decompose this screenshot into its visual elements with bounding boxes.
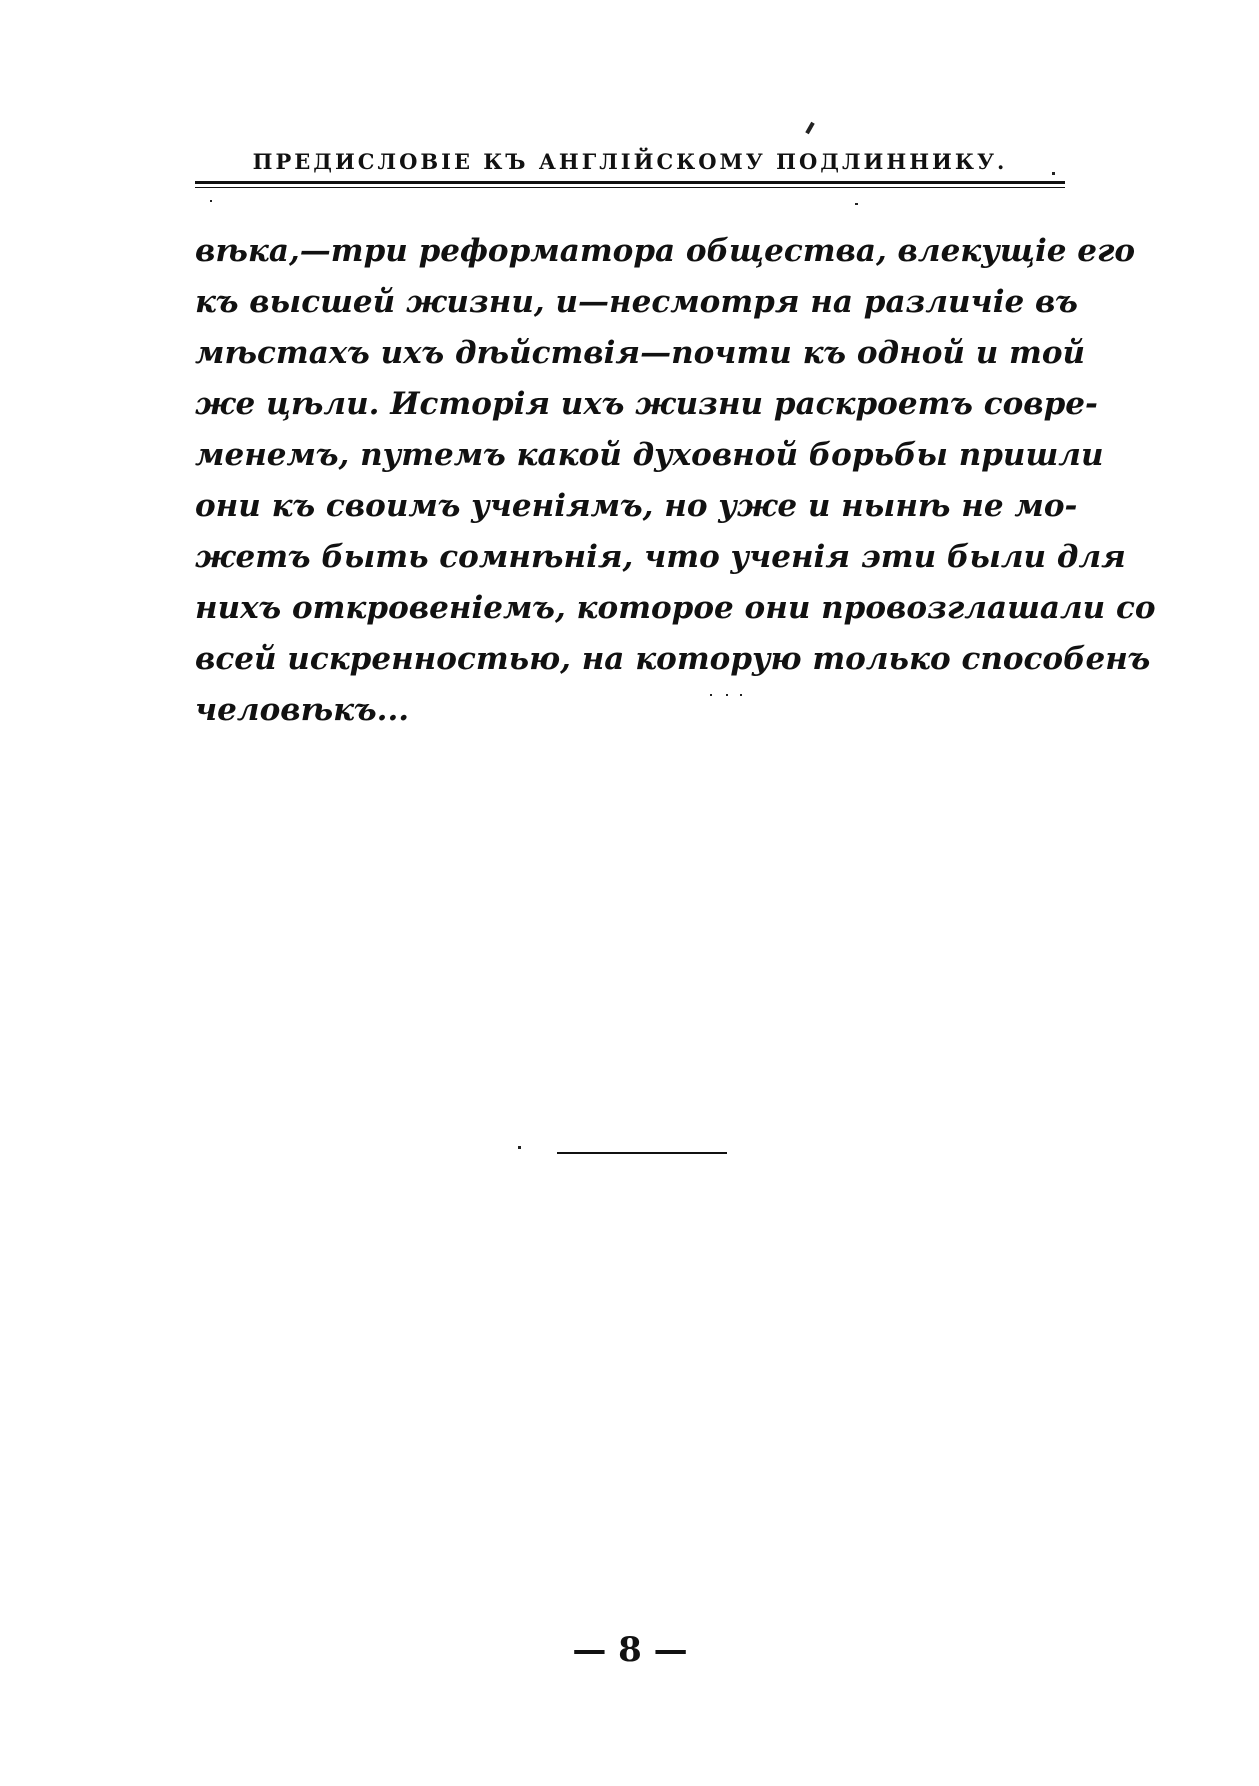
- scan-speck: [855, 203, 858, 205]
- running-header-title: ПРЕДИСЛОВІЕ КЪ АНГЛІЙСКОМУ ПОДЛИННИКУ.: [252, 149, 1008, 174]
- scan-speck: [1052, 172, 1055, 175]
- page-number: — 8 —: [572, 1630, 688, 1670]
- text-line: человѣкъ...: [195, 692, 410, 728]
- text-line: мѣстахъ ихъ дѣйствія—почти къ одной и той: [195, 335, 1086, 371]
- scan-speck: [710, 694, 712, 696]
- text-line: нихъ откровеніемъ, которое они провозглашали со: [195, 590, 1156, 626]
- scan-speck: [210, 200, 212, 202]
- header-rule-thick: [195, 181, 1065, 184]
- text-line: же цѣли. Исторія ихъ жизни раскроетъ совре-: [195, 386, 1098, 422]
- text-line: вѣка,—три реформатора общества, влекущіе его: [195, 233, 1136, 269]
- header-rule-thin: [195, 187, 1065, 188]
- section-end-rule: [557, 1152, 727, 1154]
- text-line: жетъ быть сомнѣнія, что ученія эти были для: [195, 539, 1126, 575]
- text-line: всей искренностью, на которую только способенъ: [195, 641, 1151, 677]
- text-line: менемъ, путемъ какой духовной борьбы пришли: [195, 437, 1104, 473]
- body-paragraph: [195, 226, 1156, 736]
- scan-speck: [518, 1146, 521, 1149]
- text-line: они къ своимъ ученіямъ, но уже и нынѣ не мо-: [195, 488, 1078, 524]
- scan-speck: [740, 694, 742, 696]
- text-line: къ высшей жизни, и—несмотря на различіе въ: [195, 284, 1078, 320]
- scan-speck: [805, 122, 814, 134]
- scan-speck: [726, 694, 728, 696]
